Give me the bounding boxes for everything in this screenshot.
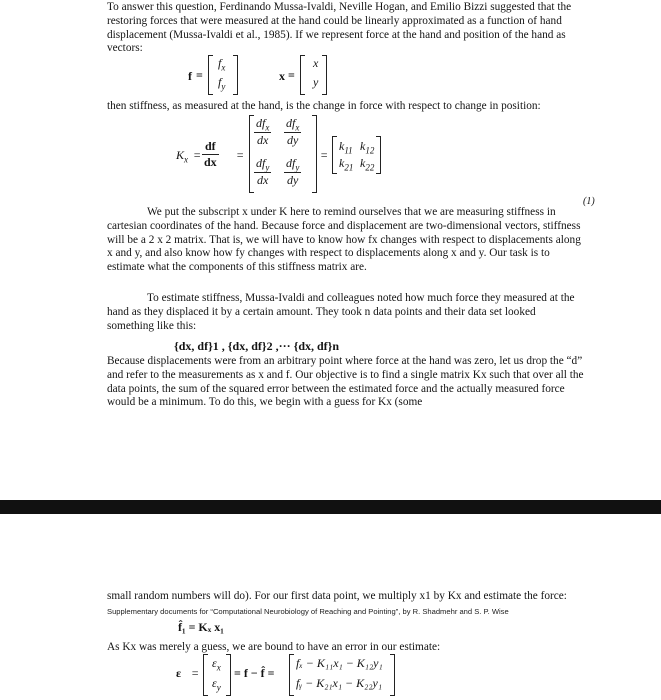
paragraph-error: As Kx was merely a guess, we are bound to have an error in our estimate:	[107, 641, 441, 653]
paragraph-drop-d: Because displacements were from an arbitrary point where force at the hand was zero, let us drop the “d” and refer to the measurements as x and f. Our objective is to find a single matrix Kx such that over all the data points, the sum of the squared error between the estimated force and the actually measured force would be a minimum. To do this, we begin with a guess for Kx (some	[107, 355, 584, 409]
matrix-cell-22: $df_y$ dy	[286, 156, 300, 188]
paragraph-subscript: We put the subscript x under K here to remind ourselves that we are measuring stiffness in cartesian coordinates of the hand. Because force and displacement are two-dimensional vectors, stiffness will be a 2 x 2 matrix. That is, we will have to know how fx changes with respect to displacements along x and y, and also know how fy changes with respect to displacements along x and y. Our task is to estimate what the components of this stiffness matrix are.	[107, 206, 581, 274]
document-page-2: Supplementary documents for “Computational Neurobiology of Reaching and Pointing”, by R. Shadmehr and S. P. Wise small random numbers will do). For our first data point, we multiply x1 by Kx and estimate the force: f̂₁ = Kₓ x₁ As Kx was merely a guess, we are bound to have an error in our estimate: ε = $\varepsilon_x$ $\varepsilon_y$ = f − f̂ = fₓ − K₁₁x₁ − K₁₂y₁ fᵧ − K₂₁x₁ − K₂₂y₁	[0, 514, 661, 700]
paragraph-stiffness: then stiffness, as measured at the hand, is the change in force with respect to change in position:	[107, 100, 541, 112]
stiffness-lhs: $K_x$	[176, 148, 189, 165]
matrix-k-bracket-left	[332, 136, 337, 174]
equation-dataset: {dx, df}1 , {dx, df}2 ,··· {dx, df}n	[174, 339, 340, 353]
matrix-k-bracket-right	[376, 136, 381, 174]
supplementary-footer: Supplementary documents for “Computational Neurobiology of Reaching and Pointing”, by R. Shadmehr and S. P. Wise	[107, 607, 509, 616]
paragraph-estimate: To estimate stiffness, Mussa-Ivaldi and colleagues noted how much force they measured at the hand as they displaced it by a certain amount. They took n data points and their data set looked something like this:	[107, 292, 575, 332]
matrix-cell-21: $df_y$ dx	[256, 156, 270, 188]
equation-number: (1)	[583, 196, 595, 207]
vector-x-bracket-left	[300, 55, 305, 95]
vector-x-symbol: x	[279, 69, 285, 83]
vector-f-bracket-right	[233, 55, 238, 95]
paragraph-intro: To answer this question, Ferdinando Mussa-Ivaldi, Neville Hogan, and Emilio Bizzi suggested that the restoring forces that were measured at the hand could be linearly approximated as a function of hand displacement (Mussa-Ivaldi et al., 1985). If we represent force at the hand and position of the hand as vectors:	[107, 1, 572, 55]
vector-x-bracket-right	[322, 55, 327, 95]
error-rhs-bracket-left	[289, 654, 294, 696]
vector-f-bracket-left	[208, 55, 213, 95]
error-vector-bracket-right	[226, 654, 231, 696]
matrix-partial-bracket-right	[312, 115, 317, 193]
page-separator	[0, 500, 661, 514]
matrix-cell-12: $df_x$ dy	[286, 116, 300, 148]
error-vector-bracket-left	[203, 654, 208, 696]
vector-f-symbol: f	[188, 69, 192, 83]
document-page-1: To answer this question, Ferdinando Mussa-Ivaldi, Neville Hogan, and Emilio Bizzi suggested that the restoring forces that were measured at the hand could be linearly approximated as a function of hand displacement (Mussa-Ivaldi et al., 1985). If we represent force at the hand and position of the hand as vectors: f = $f_x$ $f_y$ x = x y then stiffness, as measured at the hand, is the change in force with respect to change in position: $K_x$ = $\frac{df}{dx}$ = $df_x$ dx $df_x$ dy $df_y$ dx $df_y$ dy = $k_{11}$ $k_{12}$ $k_{21}$ $k_{22}$ (1) We put the subscript x under K here to remind ourselves that we are measuring stiffness in cartesian coordinates of the hand. Because force and displacement are two-dimensional vectors, stiffness will be a 2 x 2 matrix. That is, we will have to know how fx changes with respect to displacements along x and y, and also know how fy changes with respect to displacements along x and y. Our task is to estimate what the components of this stiffness matrix are. To estimate stiffness, Mussa-Ivaldi and colleagues noted how much force they measured at the hand as they displaced it by a certain amount. They took n data points and their data set looked something like this: {dx, df}1 , {dx, df}2 ,··· {dx, df}n Because displacements were from an arbitrary point where force at the hand was zero, let us drop the “d” and refer to the measurements as x and f. Our objective is to find a single matrix Kx such that over all the data points, the sum of the squared error between the estimated force and the actually measured force would be a minimum. To do this, we begin with a guess for Kx (some	[0, 0, 661, 500]
paragraph-random-guess: small random numbers will do). For our first data point, we multiply x1 by Kx and estimate the force:	[107, 590, 567, 602]
error-rhs-bracket-right	[390, 654, 395, 696]
derivative-df-dx: $\frac{df}{dx}$	[204, 139, 217, 169]
equation-force-estimate: f̂₁ = Kₓ x₁	[178, 620, 224, 634]
matrix-cell-11: $df_x$ dx	[256, 116, 270, 148]
